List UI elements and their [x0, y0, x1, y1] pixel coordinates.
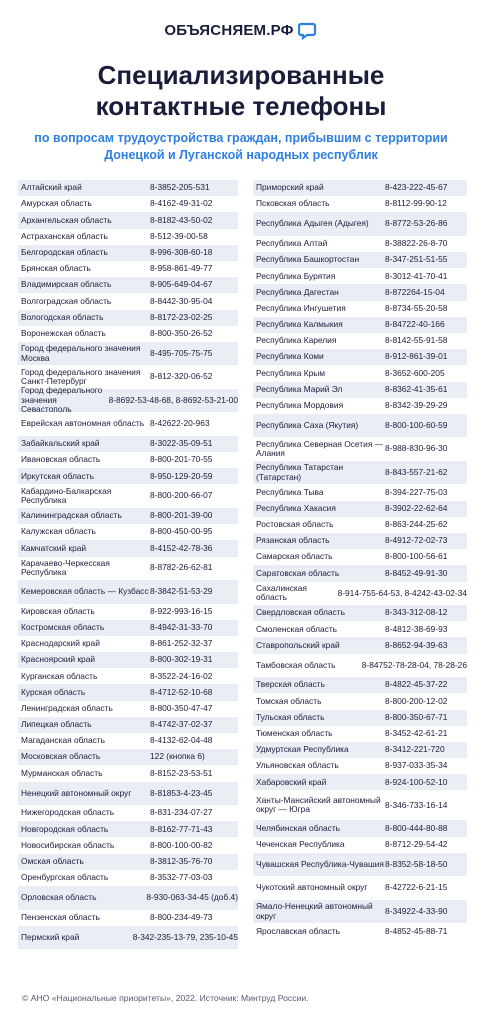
region-name: Калужская область	[21, 526, 96, 537]
phone-number: 8-3412-221-720	[385, 744, 445, 755]
phone-number: 8-800-100-60-59	[385, 419, 448, 430]
region-name: Карачаево-Черкесская Республика	[21, 557, 110, 578]
region-name: Новосибирская область	[21, 839, 115, 850]
phone-number: 8-8772-53-26-86	[385, 218, 448, 229]
table-row	[253, 437, 467, 461]
region-name: Алтайский край	[21, 182, 82, 193]
phone-number: 8-8442-30-95-04	[150, 295, 213, 306]
region-name: Иркутская область	[21, 470, 94, 481]
phone-number: 8-912-861-39-01	[385, 351, 448, 362]
region-name: Республика Саха (Якутия)	[256, 419, 359, 430]
phone-number: 8-996-308-60-18	[150, 247, 213, 258]
table-row	[18, 886, 238, 910]
phone-number: 8-843-557-21-62	[385, 466, 448, 477]
phone-number: 8-81853-4-23-45	[150, 787, 213, 798]
region-name: Республика Крым	[256, 367, 326, 378]
phone-number: 8-4152-42-78-36	[150, 542, 213, 553]
table-row	[253, 565, 467, 581]
region-name: Ненецкий автономный округ	[21, 787, 132, 798]
table-row	[253, 180, 467, 196]
table-row	[18, 326, 238, 342]
phone-number: 8-4812-38-69-93	[385, 623, 448, 634]
phone-number: 8-4852-45-88-71	[385, 925, 448, 936]
phone-number: 8-346-733-16-14	[385, 799, 448, 810]
region-name: Республика Башкортостан	[256, 254, 360, 265]
phone-number: 8-3022-35-09-51	[150, 438, 213, 449]
region-name: Республика Тыва	[256, 486, 324, 497]
table-row	[18, 245, 238, 261]
phone-number: 8-922-993-16-15	[150, 605, 213, 616]
table-row	[18, 293, 238, 309]
phone-number: 8-3812-35-76-70	[150, 855, 213, 866]
region-name: Республика Карелия	[256, 335, 337, 346]
region-name: Белгородская область	[21, 247, 108, 258]
table-row	[253, 677, 467, 693]
region-name: Тверская область	[256, 679, 325, 690]
table-row	[18, 837, 238, 853]
phone-number: 8-8782-26-62-81	[150, 562, 213, 573]
region-name: Челябинская область	[256, 822, 341, 833]
table-row	[253, 533, 467, 549]
region-name: Камчатский край	[21, 542, 87, 553]
phone-number: 8-800-450-00-95	[150, 526, 213, 537]
region-name: Республика Хакасия	[256, 502, 336, 513]
region-name: Тамбовская область	[256, 659, 336, 670]
region-name: Забайкальский край	[21, 438, 100, 449]
phone-number: 8-800-350-67-71	[385, 711, 448, 722]
table-row	[253, 837, 467, 853]
table-row	[18, 910, 238, 926]
region-name: Смоленская область	[256, 623, 338, 634]
left-contacts-table	[18, 180, 238, 949]
phone-number: 8-8112-99-90-12	[385, 198, 447, 209]
table-row	[18, 821, 238, 837]
title-line-2: контактные телефоны	[95, 91, 387, 121]
region-name: Республика Коми	[256, 351, 324, 362]
phone-number: 8-3852-205-531	[150, 182, 210, 193]
region-name: Еврейская автономная область	[21, 418, 145, 429]
region-name: Чеченская Республика	[256, 838, 345, 849]
phone-number: 8-8162-77-71-43	[150, 823, 213, 834]
phone-number: 8-831-234-07-27	[150, 807, 213, 818]
region-name: Кировская область	[21, 605, 95, 616]
phone-number: 8-42622-20-963	[150, 418, 210, 429]
phone-number: 8-394-227-75-03	[385, 486, 448, 497]
region-name: Ивановская область	[21, 454, 101, 465]
region-name: Ямало-Ненецкий автономный округ	[256, 900, 373, 921]
region-name: Республика Мордовия	[256, 400, 344, 411]
table-row	[253, 853, 467, 877]
phone-number: 8-4162-49-31-02	[150, 198, 213, 209]
region-name: Владимирская область	[21, 279, 112, 290]
table-row	[253, 301, 467, 317]
speech-bubble-icon	[298, 20, 318, 40]
phone-number: 8-8172-23-02-25	[150, 311, 213, 322]
region-name: Тульская область	[256, 711, 325, 722]
phone-number: 8-800-201-39-00	[150, 510, 213, 521]
right-contacts-table	[253, 180, 467, 940]
table-row	[18, 261, 238, 277]
table-row	[253, 236, 467, 252]
page-title	[0, 60, 482, 122]
region-name: Свердловская область	[256, 607, 345, 618]
table-row	[253, 284, 467, 300]
phone-number: 8-84722-40-166	[385, 319, 445, 330]
region-name: Псковская область	[256, 198, 330, 209]
phone-number: 8-958-861-49-77	[150, 263, 213, 274]
phone-number: 8-4822-45-37-22	[385, 679, 448, 690]
table-row	[253, 774, 467, 790]
table-row	[253, 501, 467, 517]
region-name: Город федерального значения Севастополь	[21, 385, 103, 415]
region-name: Курганская область	[21, 670, 98, 681]
phone-number: 8-495-705-75-75	[150, 347, 213, 358]
region-name: Удмуртская Республика	[256, 744, 349, 755]
phone-number: 8-924-100-52-10	[385, 776, 448, 787]
region-name: Новгородская область	[21, 823, 109, 834]
table-row	[253, 461, 467, 485]
region-name: Ярославская область	[256, 925, 341, 936]
phone-number: 8-3902-22-62-64	[385, 502, 448, 513]
table-row	[18, 229, 238, 245]
phone-number: 8-8352-58-18-50	[385, 858, 448, 869]
table-row	[18, 196, 238, 212]
table-row	[18, 701, 238, 717]
region-name: Ставропольский край	[256, 639, 340, 650]
region-name: Пермский край	[21, 931, 80, 942]
table-row	[253, 693, 467, 709]
region-name: Саратовская область	[256, 567, 340, 578]
table-row	[18, 484, 238, 508]
table-row	[18, 733, 238, 749]
phone-number: 8-800-100-56-61	[385, 551, 448, 562]
phone-number: 8-863-244-25-62	[385, 519, 448, 530]
region-name: Республика Алтай	[256, 238, 328, 249]
phone-number: 8-800-100-00-82	[150, 839, 213, 850]
region-name: Вологодская область	[21, 311, 104, 322]
table-row	[18, 620, 238, 636]
phone-number: 8-800-234-49-73	[150, 911, 213, 922]
phone-number: 8-872264-15-04	[385, 286, 445, 297]
phone-number: 8-512-39-00-58	[150, 230, 208, 241]
region-name: Сахалинская область	[256, 582, 307, 603]
region-name: Приморский край	[256, 182, 324, 193]
table-row	[253, 582, 467, 606]
region-name: Томская область	[256, 695, 322, 706]
table-row	[18, 870, 238, 886]
phone-number: 8-423-222-45-67	[385, 182, 448, 193]
phone-number: 8-800-201-70-55	[150, 454, 213, 465]
table-row	[253, 317, 467, 333]
phone-number: 8-3842-51-53-29	[150, 585, 213, 596]
phone-number: 8-3522-24-16-02	[150, 670, 213, 681]
table-row	[18, 524, 238, 540]
phone-number: 8-800-444-80-88	[385, 822, 448, 833]
phone-number: 8-4132-62-04-48	[150, 735, 213, 746]
phone-number: 8-84752-78-28-04, 78-28-26	[361, 659, 467, 670]
page-subtitle	[0, 130, 482, 164]
logo-text: ОБЪЯСНЯЕМ.РФ	[164, 21, 294, 39]
region-name: Республика Адыгея (Адыгея)	[256, 218, 369, 229]
phone-number: 8-343-312-08-12	[385, 607, 448, 618]
region-name: Республика Бурятия	[256, 270, 336, 281]
region-name: Кемеровская область — Кузбасс	[21, 585, 149, 596]
region-name: Республика Дагестан	[256, 286, 339, 297]
table-row	[18, 436, 238, 452]
phone-number: 8-38822-26-8-70	[385, 238, 448, 249]
region-name: Республика Ингушетия	[256, 302, 346, 313]
phone-number: 8-8452-49-91-30	[385, 567, 448, 578]
region-name: Тюменская область	[256, 727, 333, 738]
table-row	[253, 349, 467, 365]
table-row	[253, 726, 467, 742]
phone-number: 8-3012-41-70-41	[385, 270, 448, 281]
phone-number: 8-950-129-20-59	[150, 470, 213, 481]
phone-number: 8-3532-77-03-03	[150, 872, 213, 883]
phone-number: 8-8734-55-20-58	[385, 302, 448, 313]
phone-number: 8-800-350-47-47	[150, 702, 213, 713]
table-row	[253, 333, 467, 349]
table-row	[18, 180, 238, 196]
phone-number: 8-8142-55-91-58	[385, 335, 448, 346]
table-row	[253, 820, 467, 836]
table-row	[253, 758, 467, 774]
subtitle-line-2: Донецкой и Луганской народных республик	[104, 148, 378, 162]
table-row	[18, 765, 238, 781]
table-row	[253, 742, 467, 758]
phone-number: 122 (кнопка 6)	[150, 751, 205, 762]
phone-number: 8-3452-42-61-21	[385, 727, 448, 738]
phone-number: 8-800-200-12-02	[385, 695, 448, 706]
region-name: Хабаровский край	[256, 776, 327, 787]
table-row	[253, 654, 467, 678]
region-name: Ростовская область	[256, 519, 334, 530]
table-row	[18, 926, 238, 950]
region-name: Оренбургская область	[21, 872, 109, 883]
table-row	[18, 604, 238, 620]
phone-number: 8-347-251-51-55	[385, 254, 448, 265]
phone-number: 8-800-200-66-07	[150, 490, 213, 501]
table-row	[253, 517, 467, 533]
phone-number: 8-4942-31-33-70	[150, 621, 213, 632]
table-row	[18, 452, 238, 468]
region-name: Омская область	[21, 855, 84, 866]
table-row	[253, 252, 467, 268]
region-name: Нижегородская область	[21, 807, 115, 818]
table-row	[253, 382, 467, 398]
table-row	[18, 717, 238, 733]
region-name: Магаданская область	[21, 735, 105, 746]
region-name: Кабардино-Балкарская Республика	[21, 485, 112, 506]
table-row	[253, 790, 467, 820]
region-name: Мурманская область	[21, 767, 103, 778]
phone-number: 8-3652-600-205	[385, 367, 445, 378]
phone-number: 8-8712-29-54-42	[385, 838, 448, 849]
table-row	[253, 365, 467, 381]
table-row	[253, 268, 467, 284]
table-row	[18, 468, 238, 484]
table-row	[253, 212, 467, 236]
table-row	[253, 605, 467, 621]
region-name: Московская область	[21, 751, 101, 762]
phone-number: 8-4712-52-10-68	[150, 686, 213, 697]
table-row	[18, 580, 238, 604]
table-row	[18, 212, 238, 228]
region-name: Пензенская область	[21, 911, 100, 922]
phone-number: 8-930-063-34-45 (доб.4)	[146, 891, 238, 902]
table-row	[253, 876, 467, 900]
region-name: Ленинградская область	[21, 702, 113, 713]
phone-number: 8-8182-43-50-02	[150, 214, 213, 225]
table-row	[253, 398, 467, 414]
table-row	[253, 484, 467, 500]
region-name: Амурская область	[21, 198, 92, 209]
phone-number: 8-905-649-04-67	[150, 279, 213, 290]
region-name: Город федерального значения Санкт-Петербург	[21, 366, 141, 387]
phone-number: 8-342-235-13-79, 235-10-45	[132, 931, 238, 942]
phone-number: 8-800-302-19-31	[150, 654, 213, 665]
region-name: Воронежская область	[21, 327, 106, 338]
footer-credit: © АНО «Национальные приоритеты», 2022. Источник: Минтруд России.	[22, 993, 309, 1003]
table-row	[18, 385, 238, 415]
logo	[0, 20, 482, 40]
table-row	[18, 684, 238, 700]
region-name: Красноярский край	[21, 654, 96, 665]
region-name: Чукотский автономный округ	[256, 882, 368, 893]
region-name: Костромская область	[21, 621, 105, 632]
region-name: Орловская область	[21, 891, 97, 902]
table-row	[18, 782, 238, 806]
phone-number: 8-8692-53-48-68, 8-8692-53-21-00	[108, 394, 238, 405]
table-row	[18, 668, 238, 684]
table-row	[253, 923, 467, 939]
region-name: Ульяновская область	[256, 760, 339, 771]
table-row	[253, 637, 467, 653]
phone-number: 8-8152-23-53-51	[150, 767, 213, 778]
region-name: Астраханская область	[21, 230, 108, 241]
table-row	[18, 342, 238, 366]
region-name: Волгоградская область	[21, 295, 112, 306]
table-row	[253, 900, 467, 924]
region-name: Рязанская область	[256, 535, 330, 546]
region-name: Самарская область	[256, 551, 333, 562]
region-name: Республика Калмыкия	[256, 319, 343, 330]
phone-number: 8-8342-39-29-29	[385, 400, 448, 411]
region-name: Ханты-Мансийский автономный округ — Югра	[256, 794, 381, 815]
phone-number: 8-8652-94-39-63	[385, 639, 448, 650]
region-name: Город федерального значения Москва	[21, 343, 141, 363]
table-row	[253, 710, 467, 726]
phone-number: 8-861-252-32-37	[150, 638, 213, 649]
phone-number: 8-937-033-35-34	[385, 760, 448, 771]
region-name: Калининградская область	[21, 510, 122, 521]
table-row	[18, 749, 238, 765]
table-row	[18, 540, 238, 556]
table-row	[18, 636, 238, 652]
phone-number: 8-914-755-64-53, 8-4242-43-02-34	[337, 587, 467, 598]
phone-number: 8-34922-4-33-90	[385, 905, 448, 916]
title-line-1: Специализированные	[97, 60, 385, 90]
table-row	[18, 854, 238, 870]
table-row	[18, 412, 238, 436]
phone-number: 8-4912-72-02-73	[385, 535, 448, 546]
region-name: Республика Марий Эл	[256, 383, 343, 394]
phone-number: 8-800-350-26-52	[150, 327, 213, 338]
region-name: Брянская область	[21, 263, 91, 274]
table-row	[253, 196, 467, 212]
phone-number: 8-988-830-96-30	[385, 443, 448, 454]
region-name: Краснодарский край	[21, 638, 100, 649]
phone-number: 8-812-320-06-52	[150, 371, 213, 382]
region-name: Липецкая область	[21, 719, 92, 730]
table-row	[253, 621, 467, 637]
region-name: Курская область	[21, 686, 86, 697]
region-name: Республика Татарстан (Татарстан)	[256, 462, 344, 482]
phone-number: 8-4742-37-02-37	[150, 719, 213, 730]
phone-number: 8-8362-41-35-61	[385, 383, 448, 394]
table-row	[18, 277, 238, 293]
phone-number: 8-42722-6-21-15	[385, 882, 448, 893]
table-row	[18, 805, 238, 821]
table-row	[18, 508, 238, 524]
region-name: Республика Северная Осетия — Алания	[256, 438, 384, 459]
table-row	[18, 652, 238, 668]
region-name: Архангельская область	[21, 214, 112, 225]
region-name: Чувашская Республика-Чувашия	[256, 858, 384, 869]
subtitle-line-1: по вопросам трудоустройства граждан, прибывшим с территории	[34, 131, 448, 145]
table-row	[253, 549, 467, 565]
table-row	[18, 557, 238, 581]
table-row	[253, 414, 467, 438]
table-row	[18, 310, 238, 326]
